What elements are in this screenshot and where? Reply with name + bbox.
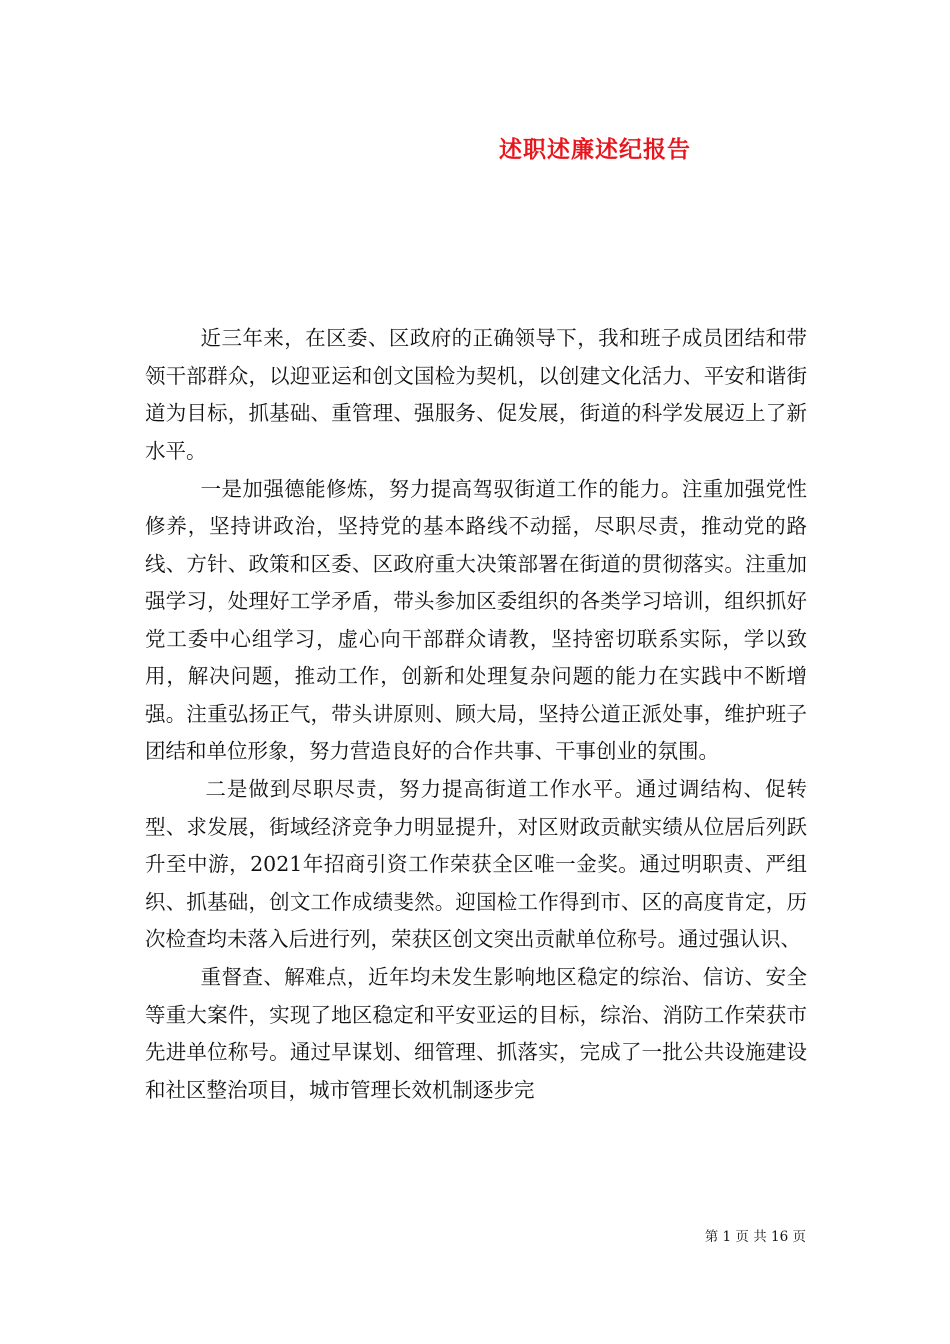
document-body bbox=[145, 320, 807, 1110]
document-title: 述职述廉述纪报告 bbox=[499, 136, 691, 163]
paragraph-three: 重督查、解难点，近年均未发生影响地区稳定的综治、信访、安全等重大案件，实现了地区稳定和平安亚运的目标，综治、消防工作荣获市先进单位称号。通过早谋划、细管理、抓落实，完成了一批公共设施建设和社区整治项目，城市管理长效机制逐步完 bbox=[145, 965, 807, 1102]
paragraph-one: 一是加强德能修炼，努力提高驾驭街道工作的能力。注重加强党性修养，坚持讲政治，坚持党的基本路线不动摇，尽职尽责，推动党的路线、方针、政策和区委、区政府重大决策部署在街道的贯彻落实。注重加强学习，处理好工学矛盾，带头参加区委组织的各类学习培训，组织抓好党工委中心组学习，虚心向干部群众请教，坚持密切联系实际，学以致用，解决问题，推动工作，创新和处理复杂问题的能力在实践中不断增强。注重弘扬正气，带头讲原则、顾大局，坚持公道正派处事，维护班子团结和单位形象，努力营造良好的合作共事、干事创业的氛围。 bbox=[145, 476, 807, 763]
paragraph-intro: 近三年来，在区委、区政府的正确领导下，我和班子成员团结和带领干部群众，以迎亚运和创文国检为契机，以创建文化活力、平安和谐街道为目标，抓基础、重管理、强服务、促发展，街道的科学发展迈上了新水平。 bbox=[145, 326, 807, 463]
page-number-footer: 第 1 页 共 16 页 bbox=[704, 1229, 806, 1245]
paragraph-two: 二是做到尽职尽责，努力提高街道工作水平。通过调结构、促转型、求发展，街域经济竞争力明显提升，对区财政贡献实绩从位居后列跃升至中游，2021年招商引资工作荣获全区唯一金奖。通过明职责、严组织、抓基础，创文工作成绩斐然。迎国检工作得到市、区的高度肯定，历次检查均未落入后进行列，荣获区创文突出贡献单位称号。通过强认识、 bbox=[145, 777, 807, 951]
